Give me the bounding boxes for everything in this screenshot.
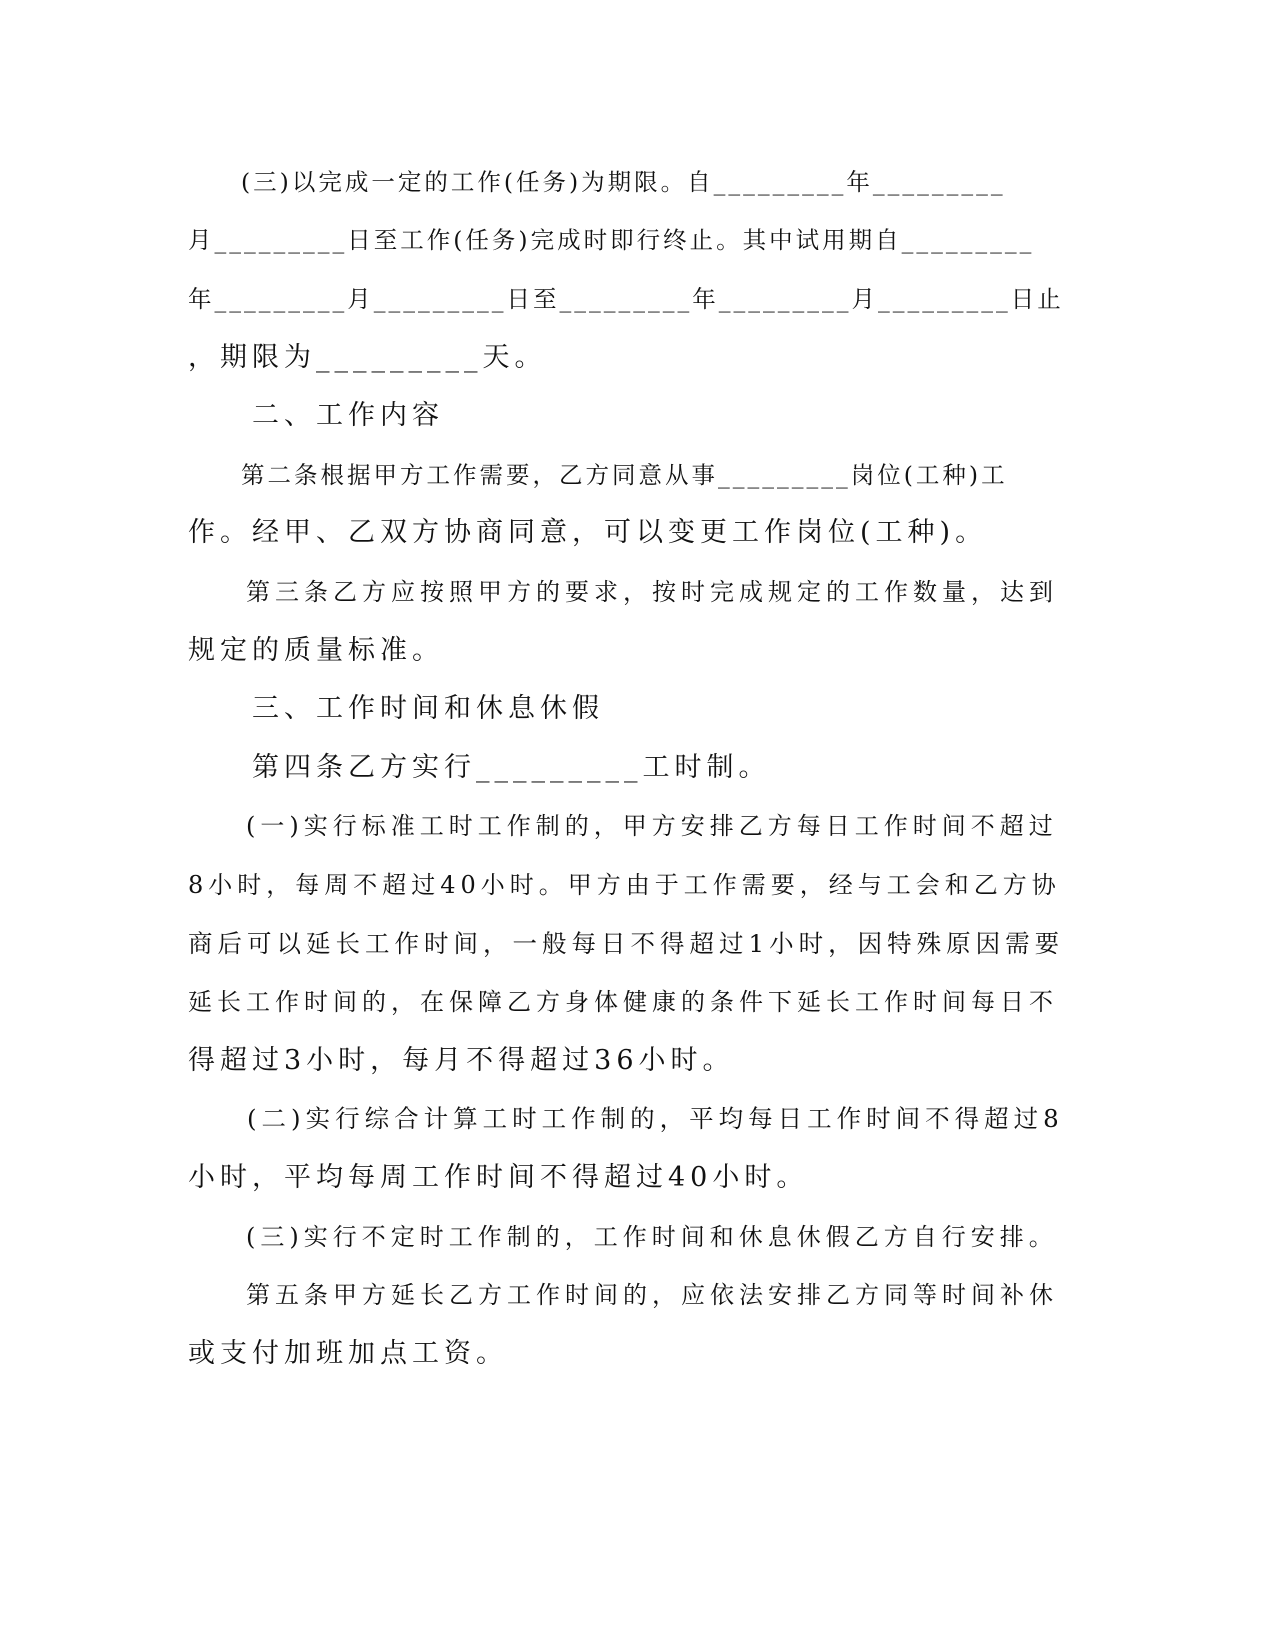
- text-line: 年_________月_________日至_________年_________月_________日止: [188, 285, 1064, 313]
- text-line: (三)以完成一定的工作(任务)为期限。自_________年_________: [188, 168, 1006, 196]
- text-line: 商后可以延长工作时间，一般每日不得超过1小时，因特殊原因需要: [188, 929, 1065, 958]
- text-line: 规定的质量标准。: [188, 635, 444, 666]
- text-line: (一)实行标准工时工作制的，甲方安排乙方每日工作时间不超过: [188, 812, 1058, 840]
- text-line: 第四条乙方实行_________工时制。: [188, 752, 771, 783]
- text-line: 小时，平均每周工作时间不得超过40小时。: [188, 1162, 809, 1193]
- text-line: 延长工作时间的，在保障乙方身体健康的条件下延长工作时间每日不: [188, 988, 1058, 1016]
- text-line: 作。经甲、乙双方协商同意，可以变更工作岗位(工种)。: [188, 517, 988, 548]
- text-line: ，期限为_________天。: [188, 342, 547, 373]
- section-heading: 二、工作内容: [188, 400, 444, 431]
- text-line: 月_________日至工作(任务)完成时即行终止。其中试用期自_________: [188, 226, 1035, 254]
- text-line: 第二条根据甲方工作需要，乙方同意从事_________岗位(工种)工: [188, 461, 1008, 489]
- text-line: 得超过3小时，每月不得超过36小时。: [188, 1045, 735, 1076]
- text-line: 或支付加班加点工资。: [188, 1338, 508, 1369]
- text-line: (三)实行不定时工作制的，工作时间和休息休假乙方自行安排。: [188, 1223, 1058, 1251]
- text-line: 8小时，每周不超过40小时。甲方由于工作需要，经与工会和乙方协: [188, 871, 1061, 899]
- text-line: 第五条甲方延长乙方工作时间的，应依法安排乙方同等时间补休: [188, 1281, 1058, 1309]
- section-heading: 三、工作时间和休息休假: [188, 693, 604, 724]
- text-line: (二)实行综合计算工时工作制的，平均每日工作时间不得超过8: [188, 1104, 1064, 1133]
- text-line: 第三条乙方应按照甲方的要求，按时完成规定的工作数量，达到: [188, 578, 1058, 606]
